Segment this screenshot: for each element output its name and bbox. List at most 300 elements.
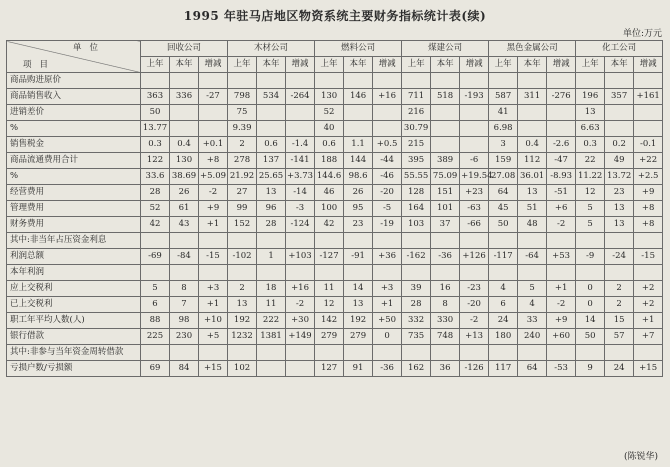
table-cell: 36.01 — [518, 169, 547, 185]
table-cell: 75 — [228, 105, 257, 121]
table-cell: 1 — [257, 249, 286, 265]
table-cell: 128 — [402, 185, 431, 201]
table-cell: 13 — [605, 217, 634, 233]
table-cell: 0 — [576, 281, 605, 297]
table-cell: +3 — [373, 281, 402, 297]
table-cell: 36 — [431, 361, 460, 377]
table-cell — [402, 73, 431, 89]
company-header: 回收公司 — [141, 41, 228, 57]
table-cell: -15 — [199, 249, 228, 265]
table-cell: 0 — [576, 297, 605, 313]
table-cell: 45 — [489, 201, 518, 217]
table-cell — [489, 345, 518, 361]
table-row — [7, 329, 663, 345]
table-cell: -117 — [489, 249, 518, 265]
table-cell: 5 — [518, 281, 547, 297]
table-cell: 2 — [228, 281, 257, 297]
row-label: 银行借款 — [7, 329, 141, 345]
table-cell: 103 — [402, 217, 431, 233]
table-cell: 0.4 — [170, 137, 199, 153]
table-cell — [141, 73, 170, 89]
table-cell — [605, 233, 634, 249]
company-header: 化工公司 — [576, 41, 663, 57]
table-cell: 11.22 — [576, 169, 605, 185]
table-cell — [315, 345, 344, 361]
table-cell — [460, 345, 489, 361]
table-cell: 230 — [170, 329, 199, 345]
table-body — [7, 73, 663, 377]
table-cell — [315, 265, 344, 281]
table-cell — [228, 265, 257, 281]
table-cell: +3 — [199, 281, 228, 297]
table-cell: +60 — [547, 329, 576, 345]
table-cell: 13 — [518, 185, 547, 201]
table-cell: 11 — [257, 297, 286, 313]
table-cell: 21.92 — [228, 169, 257, 185]
table-cell — [257, 265, 286, 281]
row-label: 商品购进原价 — [7, 73, 141, 89]
table-cell: 28 — [402, 297, 431, 313]
table-cell: -8.93 — [547, 169, 576, 185]
table-cell: 18 — [257, 281, 286, 297]
table-cell — [344, 265, 373, 281]
table-cell: -141 — [286, 153, 315, 169]
table-cell: -64 — [518, 249, 547, 265]
table-cell — [547, 105, 576, 121]
table-cell: 40 — [315, 121, 344, 137]
table-row — [7, 233, 663, 249]
table-cell: 0.3 — [141, 137, 170, 153]
table-cell: 42 — [315, 217, 344, 233]
table-cell: 112 — [518, 153, 547, 169]
table-cell — [518, 105, 547, 121]
table-cell: +149 — [286, 329, 315, 345]
table-cell: 52 — [315, 105, 344, 121]
table-cell — [547, 121, 576, 137]
sub-header-cell: 本年 — [605, 57, 634, 73]
table-cell: +15 — [199, 361, 228, 377]
table-cell: 26 — [344, 185, 373, 201]
table-cell: +36 — [373, 249, 402, 265]
table-cell — [547, 265, 576, 281]
table-cell — [402, 345, 431, 361]
table-cell: +126 — [460, 249, 489, 265]
company-header-row — [7, 41, 663, 57]
table-cell — [634, 345, 663, 361]
table-cell: +16 — [286, 281, 315, 297]
table-cell — [605, 105, 634, 121]
table-cell: +1 — [199, 297, 228, 313]
table-cell: 196 — [576, 89, 605, 105]
table-cell: +23 — [460, 185, 489, 201]
table-cell — [431, 345, 460, 361]
table-cell: 240 — [518, 329, 547, 345]
table-row — [7, 281, 663, 297]
table-cell: 26 — [170, 185, 199, 201]
table-cell: -19 — [373, 217, 402, 233]
sub-header-cell: 增减 — [460, 57, 489, 73]
table-cell: 151 — [431, 185, 460, 201]
table-cell: +6 — [547, 201, 576, 217]
table-cell: 13 — [257, 185, 286, 201]
table-cell: 144 — [344, 153, 373, 169]
table-cell: 1381 — [257, 329, 286, 345]
table-cell — [518, 233, 547, 249]
table-cell: 33 — [518, 313, 547, 329]
table-cell: 46 — [315, 185, 344, 201]
table-cell: 6 — [489, 297, 518, 313]
table-cell — [199, 105, 228, 121]
table-cell: 137 — [257, 153, 286, 169]
table-cell: 798 — [228, 89, 257, 105]
table-row — [7, 345, 663, 361]
table-cell: 142 — [315, 313, 344, 329]
table-cell: 48 — [518, 217, 547, 233]
table-row — [7, 313, 663, 329]
table-cell: 180 — [489, 329, 518, 345]
table-cell: 278 — [228, 153, 257, 169]
table-cell: 102 — [228, 361, 257, 377]
table-cell: 16 — [431, 281, 460, 297]
table-cell: 13.77 — [141, 121, 170, 137]
table-cell: +1 — [373, 297, 402, 313]
table-cell — [257, 345, 286, 361]
table-cell: -2 — [547, 297, 576, 313]
table-cell: 0 — [373, 329, 402, 345]
table-cell: 8 — [170, 281, 199, 297]
table-cell: +8 — [634, 201, 663, 217]
table-cell: -44 — [373, 153, 402, 169]
table-cell: 55.55 — [402, 169, 431, 185]
table-cell — [460, 73, 489, 89]
table-cell: -51 — [547, 185, 576, 201]
table-cell: 225 — [141, 329, 170, 345]
table-cell — [286, 345, 315, 361]
table-cell: 64 — [518, 361, 547, 377]
table-cell: 6.98 — [489, 121, 518, 137]
table-cell: 395 — [402, 153, 431, 169]
table-row — [7, 249, 663, 265]
table-cell — [257, 73, 286, 89]
table-cell — [141, 265, 170, 281]
table-row — [7, 185, 663, 201]
table-cell — [605, 121, 634, 137]
table-cell — [576, 265, 605, 281]
table-cell — [170, 73, 199, 89]
table-cell — [489, 265, 518, 281]
table-cell: -2 — [199, 185, 228, 201]
table-cell — [373, 105, 402, 121]
table-cell — [431, 73, 460, 89]
sub-header-cell: 增减 — [373, 57, 402, 73]
table-cell — [257, 233, 286, 249]
table-cell: 96 — [257, 201, 286, 217]
table-cell: 222 — [257, 313, 286, 329]
row-label: 销售税金 — [7, 137, 141, 153]
table-cell: -276 — [547, 89, 576, 105]
table-cell: 13 — [605, 201, 634, 217]
table-cell — [344, 345, 373, 361]
table-cell: +30 — [286, 313, 315, 329]
table-cell — [605, 73, 634, 89]
table-cell — [257, 361, 286, 377]
table-cell — [141, 233, 170, 249]
table-cell — [257, 121, 286, 137]
table-cell — [518, 73, 547, 89]
sub-header-cell: 增减 — [634, 57, 663, 73]
table-cell: 215 — [402, 137, 431, 153]
sub-header-cell: 上年 — [576, 57, 605, 73]
table-cell: -2 — [547, 217, 576, 233]
table-cell — [634, 105, 663, 121]
table-cell: 0.3 — [576, 137, 605, 153]
table-cell: 122 — [141, 153, 170, 169]
table-cell: 30.79 — [402, 121, 431, 137]
table-cell: 117 — [489, 361, 518, 377]
table-cell: 101 — [431, 201, 460, 217]
table-cell: -126 — [460, 361, 489, 377]
page-title: 1995 年驻马店地区物资系统主要财务指标统计表(续) — [183, 9, 487, 23]
table-cell: 144.6 — [315, 169, 344, 185]
table-cell: 11 — [315, 281, 344, 297]
table-cell: -1.4 — [286, 137, 315, 153]
row-label: % — [7, 121, 141, 137]
table-cell: 748 — [431, 329, 460, 345]
table-cell — [576, 345, 605, 361]
table-cell — [170, 105, 199, 121]
table-cell: 534 — [257, 89, 286, 105]
table-cell — [634, 73, 663, 89]
row-label: 商品流通费用合计 — [7, 153, 141, 169]
table-cell: 57 — [605, 329, 634, 345]
signature: (陈锐华) — [623, 452, 658, 462]
table-cell: 15 — [605, 313, 634, 329]
table-cell — [170, 233, 199, 249]
table-cell: 91 — [344, 361, 373, 377]
table-cell — [286, 105, 315, 121]
table-cell: 4 — [489, 281, 518, 297]
sub-header-cell: 增减 — [199, 57, 228, 73]
table-cell: +9 — [199, 201, 228, 217]
table-cell: -36 — [373, 361, 402, 377]
table-cell: 336 — [170, 89, 199, 105]
row-label: 进销差价 — [7, 105, 141, 121]
table-cell — [634, 265, 663, 281]
sub-header-cell: 本年 — [518, 57, 547, 73]
table-cell — [402, 233, 431, 249]
table-cell: 99 — [228, 201, 257, 217]
sub-header-cell: 增减 — [547, 57, 576, 73]
table-cell: +2 — [634, 297, 663, 313]
company-header: 煤建公司 — [402, 41, 489, 57]
table-cell: +16 — [373, 89, 402, 105]
table-cell: -20 — [460, 297, 489, 313]
table-cell: 6.63 — [576, 121, 605, 137]
table-cell: 332 — [402, 313, 431, 329]
table-cell: 164 — [402, 201, 431, 217]
table-cell: 0.4 — [518, 137, 547, 153]
table-row — [7, 105, 663, 121]
table-cell — [344, 105, 373, 121]
table-cell: 42 — [141, 217, 170, 233]
table-cell: 5 — [141, 281, 170, 297]
table-cell: +1 — [634, 313, 663, 329]
table-cell — [576, 73, 605, 89]
table-cell: 2 — [605, 297, 634, 313]
table-cell: 330 — [431, 313, 460, 329]
table-cell: 75.09 — [431, 169, 460, 185]
table-cell: 12 — [315, 297, 344, 313]
table-row — [7, 265, 663, 281]
table-cell: 162 — [402, 361, 431, 377]
table-cell — [634, 233, 663, 249]
table-cell — [431, 233, 460, 249]
table-cell — [257, 105, 286, 121]
table-cell: 13.72 — [605, 169, 634, 185]
table-cell: 518 — [431, 89, 460, 105]
table-cell: 9.39 — [228, 121, 257, 137]
table-cell: -264 — [286, 89, 315, 105]
table-cell — [199, 345, 228, 361]
table-cell: 23 — [344, 217, 373, 233]
table-cell — [634, 121, 663, 137]
table-cell: 37 — [431, 217, 460, 233]
table-cell: 43 — [170, 217, 199, 233]
table-cell — [547, 345, 576, 361]
company-header: 燃料公司 — [315, 41, 402, 57]
table-row — [7, 73, 663, 89]
table-cell: +1 — [547, 281, 576, 297]
table-cell: +1 — [199, 217, 228, 233]
table-cell: 2 — [605, 281, 634, 297]
corner-item-label: 项目 — [23, 59, 57, 70]
table-cell: 192 — [228, 313, 257, 329]
table-cell — [286, 233, 315, 249]
table-cell: 5 — [576, 201, 605, 217]
table-cell: 152 — [228, 217, 257, 233]
table-cell: 0.2 — [605, 137, 634, 153]
table-cell: 24 — [489, 313, 518, 329]
sub-header-cell: 本年 — [344, 57, 373, 73]
table-cell: 5 — [576, 217, 605, 233]
table-cell: -15 — [634, 249, 663, 265]
table-row — [7, 153, 663, 169]
table-cell: +15 — [634, 361, 663, 377]
table-cell — [344, 121, 373, 137]
table-cell — [431, 265, 460, 281]
table-cell — [547, 73, 576, 89]
table-cell: 3 — [489, 137, 518, 153]
table-cell — [199, 73, 228, 89]
table-cell — [286, 361, 315, 377]
table-cell: 28 — [257, 217, 286, 233]
table-cell: 0.6 — [257, 137, 286, 153]
table-cell: 50 — [141, 105, 170, 121]
table-cell: +2.5 — [634, 169, 663, 185]
table-cell — [518, 265, 547, 281]
table-cell: -124 — [286, 217, 315, 233]
table-cell: -14 — [286, 185, 315, 201]
table-cell: -3 — [286, 201, 315, 217]
table-cell: 130 — [315, 89, 344, 105]
table-cell — [431, 121, 460, 137]
row-label: 应上交税利 — [7, 281, 141, 297]
sub-header-cell: 增减 — [286, 57, 315, 73]
table-cell: -46 — [373, 169, 402, 185]
table-cell: 98 — [170, 313, 199, 329]
table-cell: +0.1 — [199, 137, 228, 153]
table-cell: -53 — [547, 361, 576, 377]
table-cell — [170, 265, 199, 281]
sub-header-cell: 上年 — [141, 57, 170, 73]
table-cell: -27 — [199, 89, 228, 105]
table-cell: 159 — [489, 153, 518, 169]
table-cell: +7 — [634, 329, 663, 345]
table-cell — [170, 345, 199, 361]
table-cell: -6 — [460, 153, 489, 169]
sub-header-cell: 上年 — [228, 57, 257, 73]
table-cell: 2 — [228, 137, 257, 153]
table-cell: +50 — [373, 313, 402, 329]
table-cell: 1.1 — [344, 137, 373, 153]
table-cell — [518, 121, 547, 137]
table-cell: -63 — [460, 201, 489, 217]
table-cell — [518, 345, 547, 361]
table-cell: -84 — [170, 249, 199, 265]
sub-header-cell: 上年 — [489, 57, 518, 73]
table-cell — [605, 265, 634, 281]
table-cell: 12 — [576, 185, 605, 201]
table-cell: 146 — [344, 89, 373, 105]
unit-label: 单位:万元 — [622, 29, 662, 39]
table-row — [7, 121, 663, 137]
table-cell: 13 — [228, 297, 257, 313]
table-cell: -23 — [460, 281, 489, 297]
company-header: 木材公司 — [228, 41, 315, 57]
table-cell: 41 — [489, 105, 518, 121]
table-cell: 50 — [576, 329, 605, 345]
row-label: 职工年平均人数(人) — [7, 313, 141, 329]
table-cell — [489, 73, 518, 89]
table-cell: -47 — [547, 153, 576, 169]
table-cell: +161 — [634, 89, 663, 105]
table-cell: 52 — [141, 201, 170, 217]
table-cell: -66 — [460, 217, 489, 233]
table-cell — [228, 233, 257, 249]
table-cell — [402, 265, 431, 281]
table-row — [7, 89, 663, 105]
table-cell: 61 — [170, 201, 199, 217]
table-cell: 188 — [315, 153, 344, 169]
table-cell: -0.1 — [634, 137, 663, 153]
table-cell: +2 — [634, 281, 663, 297]
row-label: 其中:非参与当年资金周转借款 — [7, 345, 141, 361]
table-cell: 13 — [344, 297, 373, 313]
table-cell: -2 — [286, 297, 315, 313]
table-cell: 735 — [402, 329, 431, 345]
row-label: 其中:非当年占压资金利息 — [7, 233, 141, 249]
table-cell: -24 — [605, 249, 634, 265]
table-cell: 6 — [141, 297, 170, 313]
table-cell — [170, 121, 199, 137]
row-label: 财务费用 — [7, 217, 141, 233]
table-cell: +8 — [199, 153, 228, 169]
table-cell: 50 — [489, 217, 518, 233]
table-cell: -9 — [576, 249, 605, 265]
table-cell: +5 — [199, 329, 228, 345]
table-cell: -36 — [431, 249, 460, 265]
sub-header-cell: 上年 — [402, 57, 431, 73]
